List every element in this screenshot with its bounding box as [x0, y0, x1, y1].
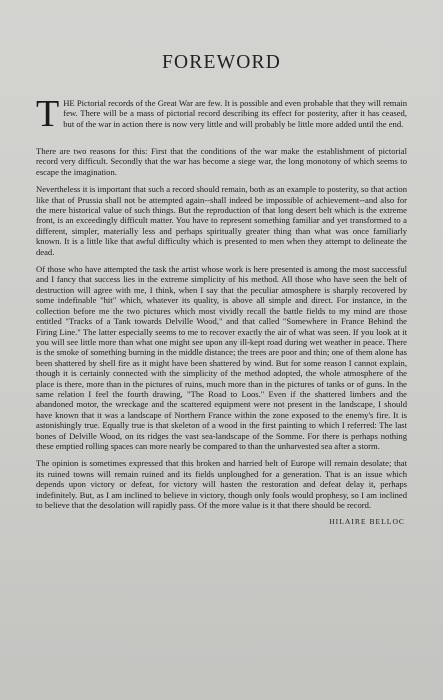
- paragraph-5: The opinion is sometimes expressed that this broken and harried belt of Europe will remain desolate; that its ruined towns will remain ruined and its fields unploughed for a generation. That is an issue which depends upon victory or defeat, for victory will hasten the restoration and defeat delay it, perhaps indefinitely. But, as I am inclined to believe in victory, though only fools would prophesy, so I am inclined to believe that the desolation will rapidly pass. Of the more value is it that there should be record.: [36, 458, 407, 510]
- paragraph-1: [36, 93, 407, 139]
- paragraph-2: There are two reasons for this: First that the conditions of the war make the establishment of pictorial record very difficult. Secondly that the war has become a siege war, the long monotony of which seems to escape the imagination.: [36, 146, 407, 177]
- drop-cap-letter: T: [36, 93, 60, 135]
- paragraph-3: Nevertheless it is important that such a record should remain, both as an example to posterity, so that action like that of Prussia shall not be attempted again--shall indeed be impossible of achievement--and also for the mere historical value of such things. But the reproduction of that long desert belt which is the extreme front, is an exceedingly difficult matter. You have to represent something familiar and yet transformed to a different, simpler, materially less and perhaps spiritually greater thing than what was once familiarly known. It is a little like that awful difficulty which is presented to men when they attempt to delineate the dead.: [36, 184, 407, 257]
- paragraph-4: Of those who have attempted the task the artist whose work is here presented is among the most successful and I fancy that success lies in the extreme simplicity of his method. All those who have seen the belt of destruction will agree with me, I think, when I say that the peculiar atmosphere is sharply recovered by some indefinable "hit" which, whatever its quality, is above all simple and direct. For instance, in the collection before me the two pictures which most vividly recall the battle fields to my mind are those entitled "Tracks of a Tank towards Delville Wood," and that called "Somewhere in France Behind the Firing Line." The latter especially seems to me to recover exactly the air of what was seen. If you look at it you will see little more than what one might see upon any ill-kept road during wet weather in peace. There is the smoke of something burning in the middle distance; the trees are poor and thin; one of them alone has been shattered by shell fire as it might have been shattered by wind. But for some reason I cannot explain, though it is certainly connected with the simplicity of the method adopted, the whole atmosphere of the place is there, more than in the pictures of ruins, much more than in the pictures of tanks or of guns. In the same relation I feel the fourth drawing, "The Road to Loos." Even if the shattered limbers and the abandoned motor, the wreckage and the scattered equipment were not present in the landscape, I should have known that it was a landscape of Northern France within the zone exposed to the enemy's fire. It is astonishingly true. Equally true is that skeleton of a wood in the first painting to which I referred: The last bones of Delville Wood, on its ridges the vast sea-landscape of the Somme. For there is perhaps nothing these emptied rolling spaces can more nearly be compared to than the unharvested sea after a storm.: [36, 264, 407, 451]
- paragraph-1-text: HE Pictorial records of the Great War are few. It is possible and even probable that they will remain few. There will be a mass of pictorial record describing its effect for posterity, after it has ceased, but of the war in action there is now very little and will probably be little more added until the end.: [63, 98, 407, 129]
- author-signature: HILAIRE BELLOC: [329, 517, 405, 527]
- page-title: FOREWORD: [161, 52, 282, 73]
